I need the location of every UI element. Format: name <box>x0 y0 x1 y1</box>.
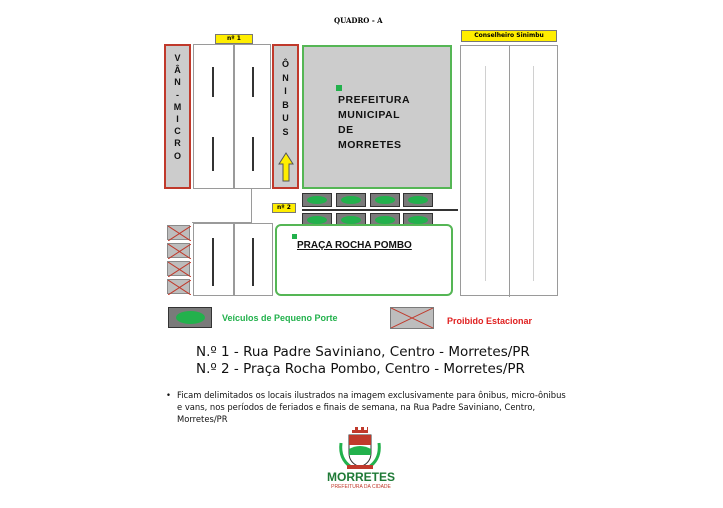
legend-small-vehicles-label: Veículos de Pequeno Porte <box>222 313 338 323</box>
small-vehicle-spot <box>302 193 332 207</box>
coat-of-arms-icon <box>337 425 383 471</box>
praca-label: PRAÇA ROCHA POMBO <box>297 240 412 251</box>
address-line-1: N.º 1 - Rua Padre Saviniano, Centro - Morretes/PR <box>196 344 530 360</box>
legend-no-parking-label: Proibido Estacionar <box>447 316 533 326</box>
logo-subtitle: PREFEITURA DA CIDADE <box>331 484 391 490</box>
address-line-2: N.º 2 - Praça Rocha Pombo, Centro - Morretes/PR <box>196 361 525 377</box>
connector-line <box>251 189 252 223</box>
van-micro-parking-zone <box>164 44 191 189</box>
legend-no-parking-swatch <box>390 307 434 329</box>
marker-icon <box>292 234 297 239</box>
note-text: Ficam delimitados os locais ilustrados na imagem exclusivamente para ônibus, micro-ônibus e vans, nos períodos de feriados e finais de semana, na Rua Padre Saviniano, Centro, Morretes/PR <box>177 390 566 424</box>
road-conselheiro-sinimbu <box>460 45 558 296</box>
no-parking-spot <box>167 225 190 240</box>
no-parking-spot <box>167 243 190 258</box>
prefeitura-building <box>302 45 452 189</box>
separator-line <box>302 209 458 211</box>
small-vehicle-spot <box>403 193 433 207</box>
no-parking-spot <box>167 279 190 294</box>
small-vehicle-spot <box>370 193 400 207</box>
street-tag-conselheiro-sinimbu: Conselheiro Sinimbu <box>461 30 557 42</box>
logo-name: MORRETES <box>326 470 395 484</box>
note-bullet: • <box>166 390 171 400</box>
marker-icon <box>336 85 342 91</box>
legend-small-vehicle-swatch <box>168 307 212 328</box>
prefeitura-label: PREFEITURA MUNICIPAL DE MORRETES <box>338 94 411 151</box>
road-lane-upper-right <box>234 44 271 189</box>
small-vehicle-spot <box>336 193 366 207</box>
street-tag-2: nº 2 <box>272 203 296 213</box>
road-lane-lower-right <box>234 223 273 296</box>
road-lane-upper-left <box>193 44 234 189</box>
arrow-up-icon <box>278 152 294 182</box>
street-tag-1: nº 1 <box>215 34 253 44</box>
no-parking-spot <box>167 261 190 276</box>
van-micro-label: V Â N - M I C R O <box>173 53 182 161</box>
diagram-title: QUADRO - A <box>334 16 383 25</box>
praca-rocha-pombo <box>275 224 453 296</box>
onibus-label: Ô N I B U S <box>281 59 289 137</box>
onibus-parking-zone <box>272 44 299 189</box>
road-lane-lower-left <box>193 223 234 296</box>
